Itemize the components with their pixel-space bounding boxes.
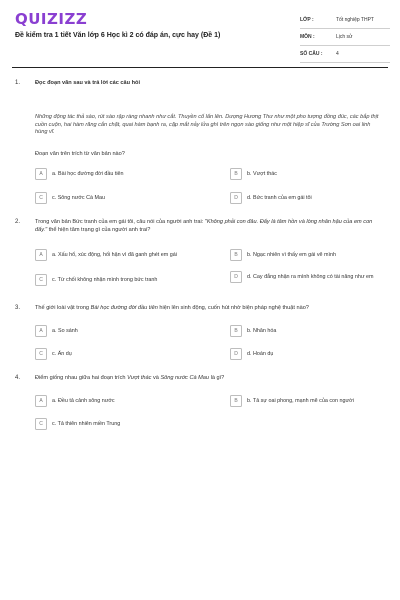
question-number: 1. xyxy=(15,80,21,86)
question-prompt: Đọc đoạn văn sau và trả lời các câu hỏi xyxy=(35,80,141,86)
option-b[interactable] xyxy=(230,325,400,337)
option-letter-badge: D xyxy=(230,271,242,283)
meta-value: Tốt nghiệp THPT xyxy=(336,17,374,23)
option-a[interactable] xyxy=(35,249,220,261)
option-text: a. Bài học đường đời đầu tiên xyxy=(52,170,124,177)
meta-row-subject xyxy=(300,29,390,46)
option-a[interactable] xyxy=(35,395,220,407)
prompt-work-title: Sông nước Cà Mau xyxy=(160,375,210,381)
option-text: c. Ẩn dụ xyxy=(52,350,72,357)
option-letter-badge: B xyxy=(230,168,242,180)
option-text: b. Vượt thác xyxy=(247,170,277,177)
prompt-work-title: Vượt thác xyxy=(127,375,152,381)
meta-row-grade xyxy=(300,12,390,29)
question-prompt xyxy=(35,375,380,383)
option-text: d. Cay đắng nhận ra mình không có tài năng như em xyxy=(247,273,374,280)
prompt-text: là gì? xyxy=(209,375,225,381)
option-letter-badge: C xyxy=(35,192,47,204)
option-letter-badge: D xyxy=(230,348,242,360)
prompt-work-title: Bài học đường đời đầu tiên xyxy=(90,305,158,311)
option-b[interactable] xyxy=(230,249,400,261)
meta-value: 4 xyxy=(336,51,339,57)
prompt-text: và xyxy=(151,375,161,381)
meta-value: Lịch sử xyxy=(336,34,353,40)
option-text: a. So sánh xyxy=(52,327,78,334)
prompt-text: hiện lên sinh động, cuốn hút nhờ biện pháp nghệ thuật nào? xyxy=(157,305,309,311)
quizizz-logo: QUIZIZZ xyxy=(15,10,88,28)
question-number: 4. xyxy=(15,375,21,381)
prompt-text: Điểm giống nhau giữa hai đoạn trích xyxy=(35,375,128,381)
option-c[interactable] xyxy=(35,274,220,286)
option-letter-badge: A xyxy=(35,395,47,407)
meta-label: MÔN : xyxy=(300,34,315,40)
option-text: a. Đều tả cảnh sông nước xyxy=(52,397,115,404)
option-text: d. Bức tranh của em gái tôi xyxy=(247,194,312,201)
sub-question: Đoạn văn trên trích từ văn bản nào? xyxy=(35,151,125,157)
option-d[interactable] xyxy=(230,271,400,283)
prompt-text: thể hiện tâm trạng gì của người anh trai? xyxy=(47,226,151,233)
option-letter-badge: B xyxy=(230,395,242,407)
prompt-text: Thế giới loài vật trong xyxy=(35,305,91,311)
prompt-quote: "Không phải con đâu. Đấy là tâm hồn và lòng nhân hậu của em con đấy." xyxy=(35,219,373,233)
option-letter-badge: B xyxy=(230,325,242,337)
option-letter-badge: D xyxy=(230,192,242,204)
option-c[interactable] xyxy=(35,348,220,360)
option-text: c. Từ chối không nhận mình trong bức tranh xyxy=(52,276,158,283)
option-a[interactable] xyxy=(35,325,220,337)
option-letter-badge: C xyxy=(35,274,47,286)
option-text: a. Xấu hổ, xúc động, hối hận vì đã ganh ghét em gái xyxy=(52,251,177,258)
option-letter-badge: C xyxy=(35,348,47,360)
option-text: d. Hoán dụ xyxy=(247,350,274,357)
meta-label: SỐ CÂU : xyxy=(300,51,323,57)
prompt-text: Trong văn bản Bức tranh của em gái tôi, câu nói của người anh trai: xyxy=(35,219,205,225)
option-letter-badge: C xyxy=(35,418,47,430)
option-b[interactable] xyxy=(230,168,400,180)
option-c[interactable] xyxy=(35,192,220,204)
option-text: b. Ngạc nhiên vì thấy em gái vẽ mình xyxy=(247,251,336,258)
option-b[interactable] xyxy=(230,395,400,407)
option-d[interactable] xyxy=(230,348,400,360)
meta-label: LỚP : xyxy=(300,17,314,23)
question-prompt xyxy=(35,219,380,234)
question-prompt xyxy=(35,305,380,313)
question-number: 3. xyxy=(15,305,21,311)
document-title: Đề kiểm tra 1 tiết Văn lớp 6 Học kì 2 có đáp án, cực hay (Đề 1) xyxy=(15,32,221,39)
option-letter-badge: A xyxy=(35,325,47,337)
metadata-panel xyxy=(300,12,390,63)
option-text: b. Tả sự oai phong, mạnh mẽ của con người xyxy=(247,397,354,404)
option-text: c. Sông nước Cà Mau xyxy=(52,194,105,201)
header-divider xyxy=(12,67,388,68)
option-d[interactable] xyxy=(230,192,400,204)
option-letter-badge: A xyxy=(35,249,47,261)
option-text: b. Nhân hóa xyxy=(247,327,277,334)
option-c[interactable] xyxy=(35,418,220,430)
option-letter-badge: A xyxy=(35,168,47,180)
question-number: 2. xyxy=(15,219,21,225)
option-a[interactable] xyxy=(35,168,220,180)
reading-passage: Những động tác thả sào, rút sào rập ràng nhanh như cắt. Thuyền cố lấn lên. Dượng Hương Thư như một pho tượng đồng đúc, các bắp thịt cuồn cuộn, hai hàm răng cắn chặt, quai hàm bạnh ra, cặp mắt nảy lửa ghì trên ngọn sào giống như một hiệp sĩ của Trường Sơn oai linh hùng vĩ. xyxy=(35,114,379,135)
meta-row-question-count xyxy=(300,46,390,63)
option-text: c. Tả thiên nhiên miền Trung xyxy=(52,420,121,427)
option-letter-badge: B xyxy=(230,249,242,261)
